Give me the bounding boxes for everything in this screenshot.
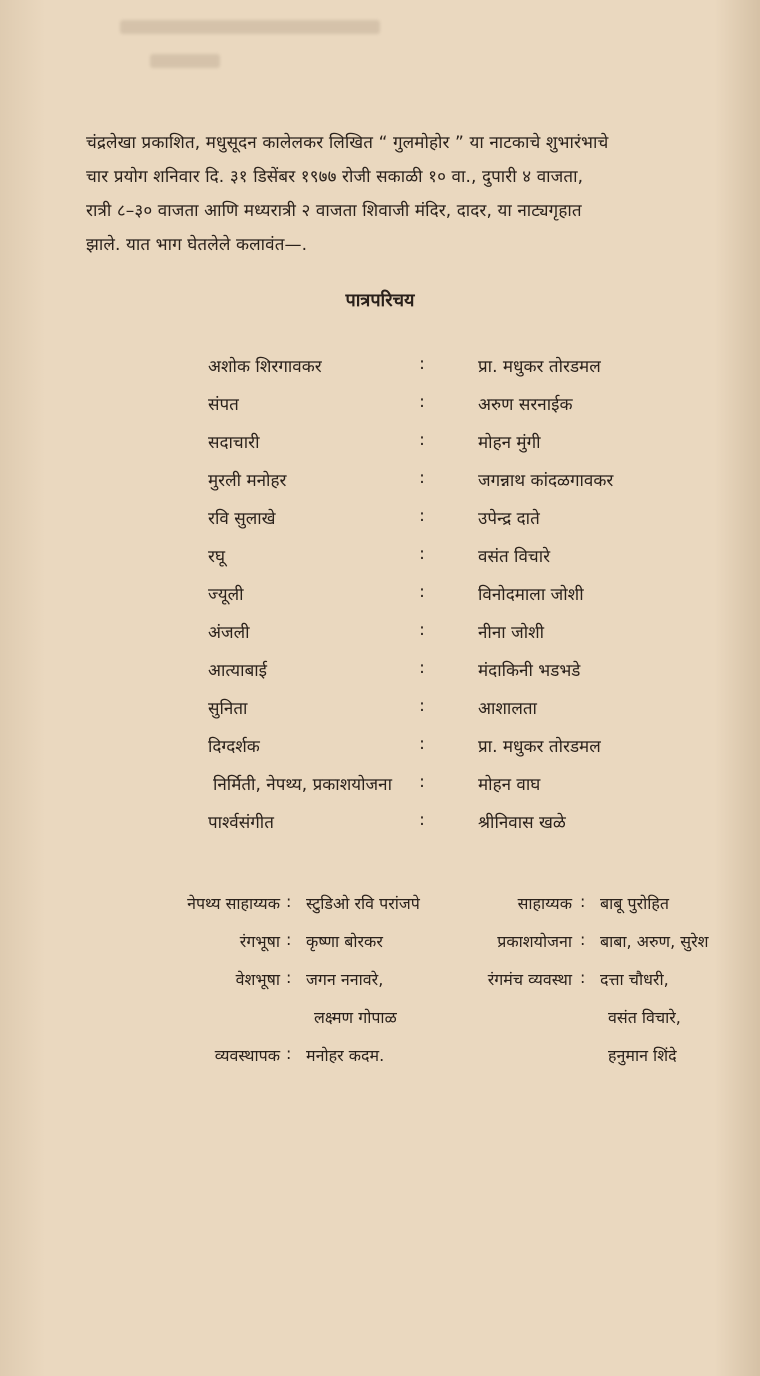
cast-role: पार्श्वसंगीत (208, 813, 274, 833)
crew-row (0, 930, 760, 962)
cast-actor: जगन्नाथ कांदळगावकर (478, 471, 614, 491)
crew-label: वेशभूषा (235, 970, 280, 989)
crew-value: मनोहर कदम. (306, 1046, 385, 1065)
cast-row (0, 620, 760, 652)
cast-separator: : (419, 734, 425, 754)
crew-separator: : (580, 892, 586, 911)
cast-separator: : (419, 658, 425, 678)
cast-separator: : (419, 354, 425, 374)
cast-row (0, 582, 760, 614)
cast-actor: मंदाकिनी भडभडे (478, 661, 581, 681)
cast-actor: नीना जोशी (478, 623, 545, 643)
cast-role: सदाचारी (208, 433, 260, 453)
cast-separator: : (419, 810, 425, 830)
cast-role: अशोक शिरगावकर (208, 357, 322, 377)
crew-value: कृष्णा बोरकर (306, 932, 383, 951)
cast-actor: मोहन वाघ (478, 775, 541, 795)
cast-separator: : (419, 506, 425, 526)
intro-paragraph (86, 126, 736, 262)
crew-row (0, 1006, 760, 1038)
cast-role: मुरली मनोहर (208, 471, 287, 491)
cast-role: दिग्दर्शक (208, 737, 260, 757)
cast-actor: मोहन मुंगी (478, 433, 541, 453)
cast-role: सुनिता (208, 699, 248, 719)
cast-role: आत्याबाई (208, 661, 268, 681)
cast-separator: : (419, 696, 425, 716)
cast-separator: : (419, 392, 425, 412)
cast-separator: : (419, 582, 425, 602)
crew-value: लक्ष्मण गोपाळ (314, 1008, 397, 1027)
crew-row (0, 968, 760, 1000)
cast-separator: : (419, 772, 425, 792)
intro-line: झाले. यात भाग घेतलेले कलावंत—. (86, 235, 308, 255)
crew-value: वसंत विचारे, (608, 1008, 681, 1027)
crew-row (0, 1044, 760, 1076)
cast-row (0, 696, 760, 728)
cast-separator: : (419, 430, 425, 450)
cast-actor: अरुण सरनाईक (478, 395, 573, 415)
crew-value: दत्ता चौधरी, (600, 970, 669, 989)
cast-actor: उपेन्द्र दाते (478, 509, 540, 529)
intro-line: रात्री ८–३० वाजता आणि मध्यरात्री २ वाजता शिवाजी मंदिर, दादर, या नाट्यगृहात (86, 201, 582, 221)
cast-role: अंजली (208, 623, 250, 643)
cast-separator: : (419, 544, 425, 564)
crew-separator: : (580, 968, 586, 987)
cast-actor: आशालता (478, 699, 537, 719)
cast-row (0, 430, 760, 462)
crew-separator: : (286, 892, 292, 911)
cast-separator: : (419, 468, 425, 488)
crew-row (0, 892, 760, 924)
cast-actor: प्रा. मधुकर तोरडमल (478, 357, 601, 377)
cast-role: संपत (208, 395, 239, 415)
cast-row (0, 658, 760, 690)
cast-role: रघू (208, 547, 225, 567)
crew-label: प्रकाशयोजना (497, 932, 572, 951)
crew-value: जगन ननावरे, (306, 970, 384, 989)
cast-role: ज्यूली (208, 585, 244, 605)
cast-row (0, 506, 760, 538)
cast-row (0, 810, 760, 842)
cast-row (0, 734, 760, 766)
cast-row (0, 392, 760, 424)
crew-separator: : (286, 1044, 292, 1063)
intro-line: चार प्रयोग शनिवार दि. ३१ डिसेंबर १९७७ रोजी सकाळी १० वा., दुपारी ४ वाजता, (86, 167, 584, 187)
crew-value: बाबा, अरुण, सुरेश (600, 932, 709, 951)
crew-value: स्टुडिओ रवि परांजपे (306, 894, 420, 913)
cast-actor: श्रीनिवास खळे (478, 813, 566, 833)
cast-row (0, 772, 760, 804)
intro-line: चंद्रलेखा प्रकाशित, मधुसूदन कालेलकर लिखित “ गुलमोहोर ” या नाटकाचे शुभारंभाचे (86, 133, 609, 153)
cast-separator: : (419, 620, 425, 640)
cast-actor: विनोदमाला जोशी (478, 585, 584, 605)
cast-row (0, 544, 760, 576)
crew-separator: : (286, 968, 292, 987)
crew-label: रंगभूषा (239, 932, 280, 951)
cast-heading: पात्रपरिचय (345, 290, 415, 311)
cast-actor: वसंत विचारे (478, 547, 551, 567)
crew-separator: : (580, 930, 586, 949)
crew-label: साहाय्यक (517, 894, 572, 913)
cast-row (0, 354, 760, 386)
crew-label: व्यवस्थापक (214, 1046, 280, 1065)
crew-value: बाबू पुरोहित (600, 894, 670, 913)
crew-value: हनुमान शिंदे (608, 1046, 677, 1065)
cast-actor: प्रा. मधुकर तोरडमल (478, 737, 601, 757)
crew-separator: : (286, 930, 292, 949)
crew-label: रंगमंच व्यवस्था (487, 970, 572, 989)
cast-row (0, 468, 760, 500)
cast-role: रवि सुलाखे (208, 509, 276, 529)
cast-role: निर्मिती, नेपथ्य, प्रकाशयोजना (212, 775, 392, 795)
show-through-text-from-reverse (120, 20, 380, 110)
crew-label: नेपथ्य साहाय्यक (187, 894, 280, 913)
